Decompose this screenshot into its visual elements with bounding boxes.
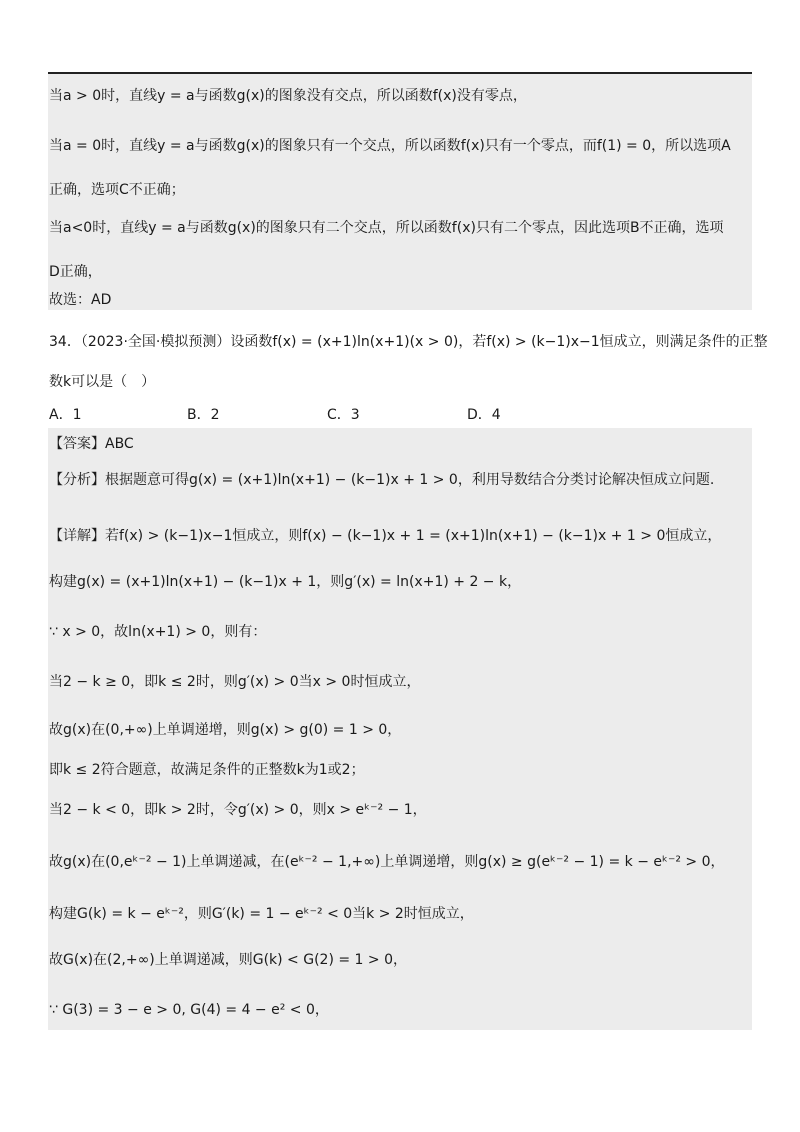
solution-line: 当a > 0时，直线y = a与函数g(x)的图象没有交点，所以函数f(x)没有零点，: [49, 88, 527, 104]
question-34-stem: 数k可以是（ ）: [49, 374, 156, 390]
solution-line: ∵ G(3) = 3 − e > 0, G(4) = 4 − e² < 0，: [49, 1002, 329, 1018]
analysis: 【分析】根据题意可得g(x) = (x+1)ln(x+1) − (k−1)x + 1 > 0，利用导数结合分类讨论解决恒成立问题.: [49, 472, 715, 488]
question-34-stem: 34．（2023·全国·模拟预测）设函数f(x) = (x+1)ln(x+1)(x > 0)，若f(x) > (k−1)x−1恒成立，则满足条件的正整: [49, 334, 768, 350]
option-d: D．4: [467, 407, 501, 423]
solution-line: 构建g(x) = (x+1)ln(x+1) − (k−1)x + 1，则g′(x) = ln(x+1) + 2 − k，: [49, 574, 522, 590]
solution-line: D正确，: [49, 264, 102, 280]
answer: 【答案】ABC: [49, 436, 134, 452]
option-c: C．3: [327, 407, 360, 423]
solution-line: 即k ≤ 2符合题意，故满足条件的正整数k为1或2；: [49, 762, 365, 778]
solution-line: 故G(x)在(2,+∞)上单调递减，则G(k) < G(2) = 1 > 0，: [49, 952, 407, 968]
solution-line: 故g(x)在(0,eᵏ⁻² − 1)上单调递减，在(eᵏ⁻² − 1,+∞)上单调递增，则g(x) ≥ g(eᵏ⁻² − 1) = k − eᵏ⁻² > 0，: [49, 854, 725, 870]
option-a: A．1: [49, 407, 82, 423]
solution-line: 当a<0时，直线y = a与函数g(x)的图象只有二个交点，所以函数f(x)只有二个零点，因此选项B不正确，选项: [49, 220, 724, 236]
option-b: B．2: [187, 407, 220, 423]
solution-line: ∵ x > 0，故ln(x+1) > 0，则有：: [49, 624, 267, 640]
solution-line: 故选：AD: [49, 292, 112, 308]
solution-line: 当2 − k < 0，即k > 2时，令g′(x) > 0，则x > eᵏ⁻² − 1，: [49, 802, 427, 818]
solution-line: 当2 − k ≥ 0，即k ≤ 2时，则g′(x) > 0当x > 0时恒成立，: [49, 674, 421, 690]
solution-line: 故g(x)在(0,+∞)上单调递增，则g(x) > g(0) = 1 > 0，: [49, 722, 402, 738]
solution-line: 正确，选项C不正确；: [49, 182, 185, 198]
solution-line: 构建G(k) = k − eᵏ⁻²，则G′(k) = 1 − eᵏ⁻² < 0当k > 2时恒成立，: [49, 906, 474, 922]
solution-line: 当a = 0时，直线y = a与函数g(x)的图象只有一个交点，所以函数f(x)只有一个零点，而f(1) = 0，所以选项A: [49, 138, 731, 154]
solution-line: 【详解】若f(x) > (k−1)x−1恒成立，则f(x) − (k−1)x + 1 = (x+1)ln(x+1) − (k−1)x + 1 > 0恒成立，: [49, 528, 722, 544]
